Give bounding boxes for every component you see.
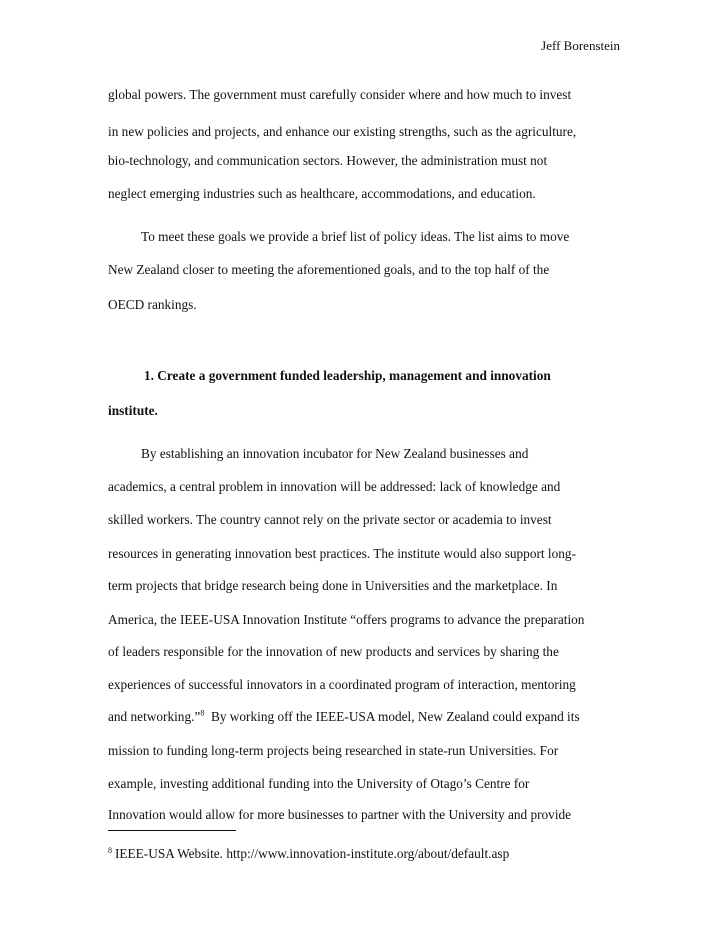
- footnote-reference: 8: [200, 708, 205, 718]
- text-segment: By working off the IEEE-USA model, New Zealand could expand its: [204, 709, 580, 724]
- text-line: [108, 709, 580, 725]
- text-line: bio-technology, and communication sectors. However, the administration must not: [108, 153, 548, 168]
- page-header-author: Jeff Borenstein: [541, 38, 620, 53]
- text-line: By establishing an innovation incubator for New Zealand businesses and: [141, 446, 529, 461]
- text-line: OECD rankings.: [108, 297, 197, 312]
- text-line: mission to funding long-term projects being researched in state-run Universities. For: [108, 743, 559, 758]
- heading-line: institute.: [108, 403, 158, 418]
- text-line: resources in generating innovation best practices. The institute would also support long-: [108, 546, 576, 561]
- text-line: example, investing additional funding into the University of Otago’s Centre for: [108, 776, 530, 791]
- text-line: New Zealand closer to meeting the aforementioned goals, and to the top half of the: [108, 262, 550, 277]
- footnote: [108, 846, 509, 862]
- text-line: experiences of successful innovators in a coordinated program of interaction, mentoring: [108, 677, 576, 692]
- text-line: Innovation would allow for more businesses to partner with the University and provide: [108, 807, 572, 822]
- text-line: of leaders responsible for the innovation of new products and services by sharing the: [108, 644, 559, 659]
- footnote-separator: [108, 830, 236, 831]
- footnote-number: 8: [108, 845, 112, 855]
- text-segment: and networking.”: [108, 709, 201, 724]
- text-line: To meet these goals we provide a brief list of policy ideas. The list aims to move: [141, 229, 570, 244]
- text-line: academics, a central problem in innovation will be addressed: lack of knowledge and: [108, 479, 561, 494]
- text-line: in new policies and projects, and enhance our existing strengths, such as the agriculture,: [108, 124, 577, 139]
- text-line: neglect emerging industries such as healthcare, accommodations, and education.: [108, 186, 536, 201]
- text-line: global powers. The government must carefully consider where and how much to invest: [108, 87, 572, 102]
- footnote-text: IEEE-USA Website. http://www.innovation-institute.org/about/default.asp: [115, 846, 510, 861]
- heading-line: 1. Create a government funded leadership, management and innovation: [144, 368, 551, 383]
- text-line: skilled workers. The country cannot rely on the private sector or academia to invest: [108, 512, 552, 527]
- text-line: America, the IEEE-USA Innovation Institute “offers programs to advance the preparation: [108, 612, 585, 627]
- text-line: term projects that bridge research being done in Universities and the marketplace. In: [108, 578, 558, 593]
